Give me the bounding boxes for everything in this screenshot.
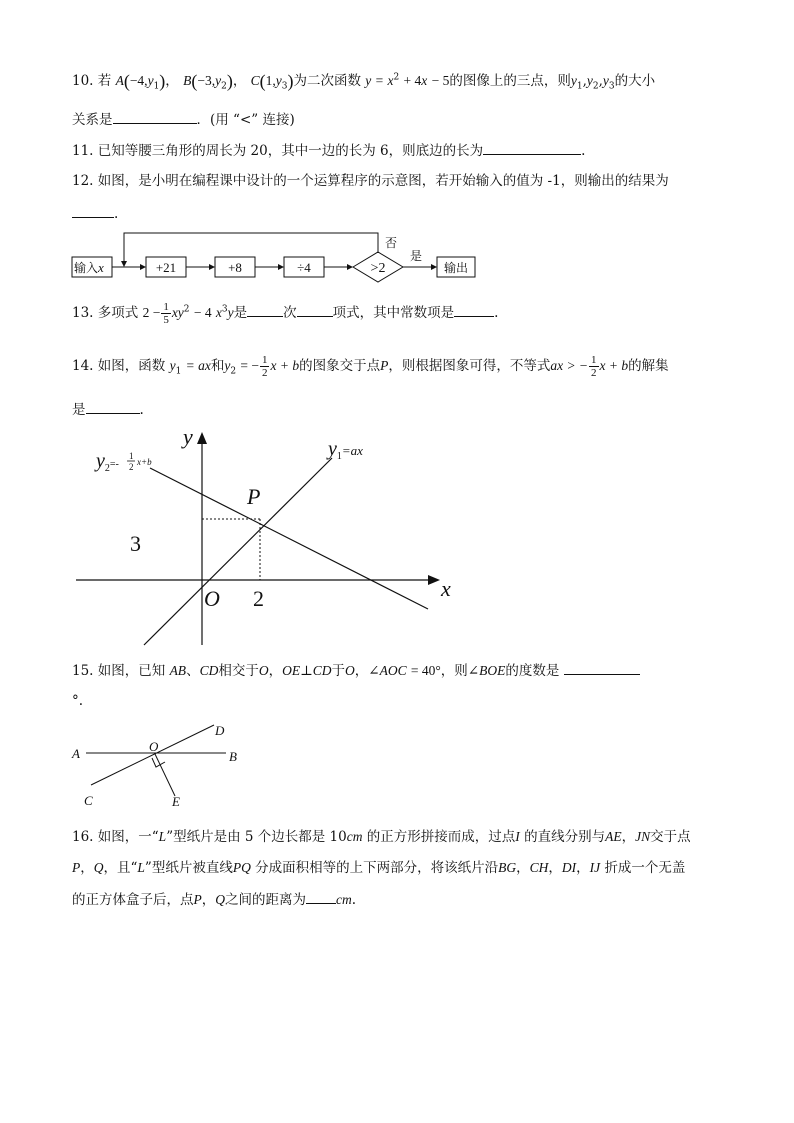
sub-2: 2 (221, 81, 227, 92)
q16-answer-blank[interactable] (306, 890, 336, 904)
flow-yes-label: 是 (410, 249, 423, 263)
q15-boe: BOE (479, 663, 506, 678)
q15-p2: ， (268, 663, 283, 679)
q16-Q2: Q (215, 892, 225, 907)
q16-line2 (72, 859, 685, 877)
q11-text: 11. 已知等腰三角形的周长为 20，其中一边的长为 6，则底边的长为 (72, 143, 484, 159)
q16-BG: BG (498, 860, 517, 875)
q15-sep1: 、 (186, 663, 200, 679)
flow-step2-label: +8 (228, 260, 242, 275)
q14-eq: = − (240, 358, 259, 373)
q16-l2e: ”型纸片被直线 (144, 860, 233, 876)
q10-note: ．(用 “<” 连接) (196, 112, 295, 128)
origin-label: O (204, 586, 220, 611)
q16-l1d: 的直线分别与 (524, 829, 606, 845)
q14-line2 (72, 400, 144, 419)
q15-oe: OE (282, 663, 301, 678)
q10-tail-text: 的图像上的三点，则 (449, 73, 571, 89)
q16-l1f: 交于点 (650, 829, 691, 845)
q15-perp: ⊥ (300, 663, 313, 678)
q16-JN: JN (635, 829, 651, 844)
q14-answer-blank[interactable] (86, 400, 140, 414)
q15-degree-end: °. (72, 693, 84, 709)
q16-line3 (72, 890, 356, 909)
q15-o2: O (345, 663, 355, 678)
line-y2 (150, 468, 428, 609)
q16-comma2: ， (548, 860, 562, 876)
q15-p6: 的度数是 (505, 663, 560, 679)
q14-fraction2 (589, 354, 599, 379)
q14-end: . (139, 402, 144, 418)
q16-l1e: ， (621, 829, 636, 845)
line-y2-fraction (127, 451, 152, 472)
q16-l3c: . (351, 892, 357, 908)
fn-square: 2 (393, 72, 400, 83)
q15-p3: 于 (331, 663, 346, 679)
q13-p1: 是 (233, 305, 248, 321)
q13-number: 13. 多项式 (72, 305, 139, 321)
axis-label-x: x (441, 576, 451, 601)
flow-input-label: 输入x (74, 260, 104, 275)
q13-end: . (494, 305, 499, 321)
label-e: E (172, 794, 180, 809)
q16-cm: cm (346, 829, 363, 844)
q15-answer-blank[interactable] (564, 661, 640, 675)
q15-value: = 40° (410, 663, 441, 678)
flow-output-box (437, 257, 475, 277)
q14-frac2-num: 1 (591, 354, 597, 366)
flow-input-box (72, 257, 112, 277)
q13-cube: 3 (221, 304, 228, 315)
q15-line1 (72, 661, 640, 680)
point-b-y: y (215, 73, 222, 88)
q15-number: 15. 如图，已知 (72, 663, 166, 679)
fn-x: x (387, 73, 394, 88)
sub-3: 3 (281, 81, 288, 92)
point-c: C (250, 73, 260, 88)
q13-x: x (215, 305, 222, 320)
q15-aoc: AOC (379, 663, 407, 678)
list-y3: y (602, 73, 609, 88)
q16-l1b: ”型纸片是由 5 个边长都是 10 (166, 829, 347, 845)
q14-y1: y (169, 358, 176, 373)
q10-tail2: 的大小 (614, 73, 656, 89)
q15-line2 (72, 692, 83, 710)
q13-p3: 项式，其中常数项是 (332, 305, 455, 321)
q14-sub1: 1 (175, 366, 182, 377)
line-y1-label: $y_1^{=ax}$ (328, 438, 363, 462)
q16-l1a: 16. 如图，一“ (72, 829, 159, 845)
right-angle-mark (152, 758, 165, 767)
fn-y: y (365, 73, 372, 88)
point-p-label: P (247, 484, 261, 509)
axis-label-y: y (183, 424, 193, 449)
q13-minus4: − 4 (193, 305, 212, 320)
flow-condition-diamond (353, 252, 403, 282)
q16-I: I (515, 829, 520, 844)
flow-step3-label: ÷4 (297, 260, 311, 275)
q15-angle-sign: ∠ (368, 663, 380, 678)
sub-1: 1 (153, 81, 160, 92)
q13-y: y (227, 305, 234, 320)
list-sub-2: 2 (592, 81, 599, 92)
list-y1: y (570, 73, 577, 88)
q16-line1 (72, 828, 691, 846)
q10-line2 (72, 110, 295, 129)
q13-frac-num: 1 (163, 301, 169, 313)
line-y1 (144, 458, 332, 645)
q16-AE: AE (605, 829, 622, 844)
q10-line2-text: 关系是 (72, 112, 113, 128)
point-b-x: −3, (197, 73, 216, 88)
flow-output-label: 输出 (443, 261, 469, 275)
q10-line1: 10. 若 $A(-4,y_1)$， $B(-3,y_2)$， $C(1,y_3)$为二次函数 $y = x^2 + 4x - 5$的图像上的三点，则$y_1,y_2,y_3$的大小 (72, 71, 656, 92)
q14-p1: 的图象交于点 (299, 358, 381, 374)
q16-cm2: cm (336, 892, 352, 907)
q12-text: 12. 如图，是小明在编程课中设计的一个运算程序的示意图，若开始输入的值为 -1，则输出的结果为 (72, 173, 669, 189)
q14-number: 14. 如图，函数 (72, 358, 166, 374)
point-a-x: −4, (129, 73, 148, 88)
q16-PQ: PQ (232, 860, 251, 875)
q15-cd2: CD (312, 663, 332, 678)
point-a-y: y (147, 73, 154, 88)
flow-step3-box (284, 257, 324, 277)
flow-step2-box (215, 257, 255, 277)
q16-l1c: 的正方形拼接而成，过点 (366, 829, 516, 845)
q12-line2 (72, 204, 118, 223)
label-d: D (215, 723, 225, 738)
q11-line (72, 141, 585, 160)
q10-answer-blank[interactable] (113, 110, 197, 124)
q16-comma3: ， (576, 860, 590, 876)
q14-frac-den: 2 (261, 367, 268, 379)
q13-line (72, 301, 498, 326)
q13-fraction (161, 301, 171, 326)
point-c-y: y (275, 73, 282, 88)
q13-blank-degree[interactable] (247, 303, 283, 317)
q15-ab: AB (169, 663, 187, 678)
flow-step1-label: +21 (155, 260, 177, 275)
fn-minus5: − 5 (431, 73, 450, 88)
y-tick-3: 3 (130, 531, 141, 556)
q16-L2: L (137, 860, 145, 875)
q14-line1 (72, 354, 669, 379)
q15-p1: 相交于 (218, 663, 259, 679)
label-b: B (229, 749, 237, 764)
point-a: A (115, 73, 124, 88)
q13-blank-constant[interactable] (454, 303, 494, 317)
q15-p4: ， (354, 663, 369, 679)
q13-frac-den: 5 (163, 314, 169, 326)
q14-xb2: x + b (599, 358, 629, 373)
line-y2-label: $y_2^{=-}$ (96, 450, 119, 474)
line-y2-frac-den: 2 (129, 462, 134, 472)
q14-frac-num: 1 (261, 354, 268, 366)
x-tick-2: 2 (253, 586, 264, 611)
label-a: A (72, 746, 80, 761)
q10-number: 10. 若 (72, 73, 112, 89)
q14-line2-text: 是 (72, 402, 86, 418)
line-y2-tail: x+b (137, 457, 152, 467)
q14-point-p: P (380, 358, 389, 373)
fn-plus4: + 4 (403, 73, 422, 88)
q16-l2b: ， (80, 860, 94, 876)
q16-P2: P (193, 892, 202, 907)
fn-x2: x (421, 73, 428, 88)
line-oe (155, 754, 175, 796)
q14-and: 和 (210, 358, 225, 374)
q13-square: 2 (183, 304, 190, 315)
flow-step1-box (146, 257, 186, 277)
q16-l2d: ，且“ (103, 860, 138, 876)
q16-CH: CH (529, 860, 549, 875)
q14-xb: x + b (270, 358, 300, 373)
q16-Q: Q (93, 860, 104, 875)
q15-angle-sign2: ∠ (467, 663, 480, 678)
q16-DI: DI (561, 860, 577, 875)
q13-term-xy: xy (171, 305, 184, 320)
q12-line1 (72, 172, 669, 190)
q11-answer-blank[interactable] (483, 141, 581, 155)
q14-inequality: ax > − (550, 358, 589, 373)
q15-o: O (258, 663, 269, 678)
q16-l3b: 之间的距离为 (225, 892, 306, 908)
q13-blank-terms[interactable] (297, 303, 333, 317)
q15-p5: ，则 (440, 663, 468, 679)
label-o: O (149, 739, 159, 754)
q14-frac2-den: 2 (591, 367, 597, 379)
list-y2: y (586, 73, 593, 88)
point-c-x: 1, (265, 73, 276, 88)
q14-y2: y (224, 358, 231, 373)
q12-answer-blank[interactable] (72, 204, 114, 218)
q14-fraction (260, 354, 270, 379)
q16-IJ: IJ (589, 860, 601, 875)
flow-no-label: 否 (385, 236, 398, 250)
line-y2-frac-num: 1 (129, 451, 134, 461)
q15-cd: CD (199, 663, 219, 678)
y-axis-arrow (197, 432, 207, 444)
q13-p2: 次 (283, 305, 297, 321)
q16-comma1: ， (516, 860, 530, 876)
flow-condition-label: >2 (370, 261, 386, 276)
q16-P: P (72, 860, 81, 875)
list-sub-1: 1 (576, 81, 583, 92)
q13-two: 2 − (142, 305, 161, 320)
x-axis-arrow (428, 575, 440, 585)
q14-p2: ，则根据图象可得，不等式 (388, 358, 551, 374)
q16-l2f: 分成面积相等的上下两部分，将该纸片沿 (255, 860, 499, 876)
q14-eq-ax: = ax (185, 358, 211, 373)
q16-l2g: 折成一个无盖 (604, 860, 686, 876)
q12-end: . (114, 206, 119, 222)
q16-l3a: 的正方体盒子后，点 (72, 892, 194, 908)
list-sub-3: 3 (608, 81, 615, 92)
label-c: C (84, 793, 93, 808)
q16-comma4: ， (201, 892, 216, 908)
q10-mid-text: 为二次函数 (293, 73, 361, 89)
q11-end: . (581, 143, 586, 159)
q14-sub2: 2 (230, 366, 237, 377)
point-b: B (183, 73, 192, 88)
q14-p3: 的解集 (628, 358, 669, 374)
line-cd (91, 725, 214, 785)
q16-L: L (158, 829, 167, 844)
